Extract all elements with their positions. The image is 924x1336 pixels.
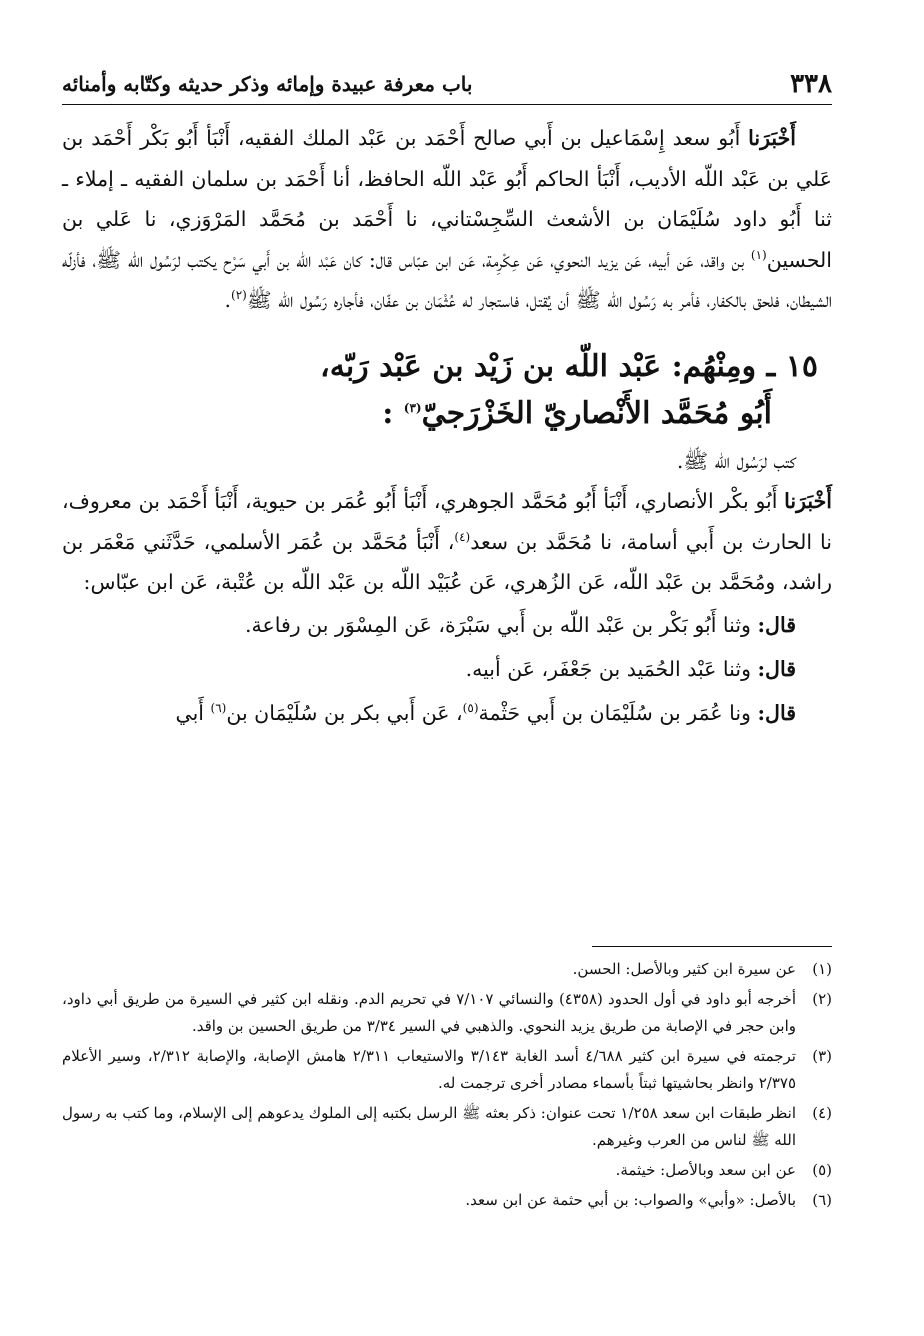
footnotes (62, 956, 832, 1217)
footnote-text: أخرجه أبو داود في أول الحدود (٤٣٥٨) والنسائي ٧/١٠٧ في تحريم الدم. ونقله ابن كثير في السيرة من طريق أبي داود، وابن حجر في الإصابة من طريق يزيد النحوي. والذهبي في السير ٣/٣٤ من طريق الحسين بن واقد. (62, 990, 796, 1035)
footnote-text: ترجمته في سيرة ابن كثير ٤/٦٨٨ أسد الغابة ٣/١٤٣ والاستيعاب ٢/٣١١ هامش الإصابة، والإصابة ٢/٣١٢، وسير الأعلام ٢/٣٧٥ وانظر بحاشيتها ثبتاً بأسماء مصادر أخرى ترجمت له. (62, 1047, 796, 1092)
paragraph-hadith-2 (62, 481, 832, 603)
narration-lead: أَخْبَرَنا (748, 126, 796, 150)
footnote-text: بالأصل: «وأبي» والصواب: بن أبي حثمة عن ابن سعد. (465, 1191, 796, 1209)
qala-label: قال: (757, 700, 796, 725)
paragraph-text: بن واقد، عَن أبيه، عَن يزيد النحوي، عَن عِكْرِمة، عَن ابن عبّاس قال: كان عَبْد اللّه بن أَبي سَرْح يكتب لرَسُول الله ﷺ، فأزلّه الشيطان، فلحق بالكفار، فأمر به رَسُول الله ﷺ أن يُقتل، فاستجار له عُثْمَان بن عفّان، فأجاره رَسُول الله ﷺ (62, 247, 832, 312)
footnote-number: (١) (812, 960, 832, 978)
paragraph-text: أَبُو بكْر الأنصاري، أَنْبَأ أَبُو مُحَمَّد الجوهري، أَنْبَأ أَبُو عُمَر بن حيوية، أَنْبَأ أَحْمَد بن معروف، نا الحارث بن أَبي أسامة، نا مُحَمَّد بن سعد (62, 489, 832, 554)
chain-text: وثنا عَبْد الحُمَيد بن جَعْفَر، عَن أبيه. (465, 656, 758, 681)
footnote-ref-1[interactable]: (١) (750, 247, 767, 262)
paragraph-end: . (224, 288, 231, 312)
footnote-number: (٤) (812, 1104, 832, 1122)
chain-text: ، عَن أَبي بكر بن سُلَيْمَان بن (226, 700, 463, 725)
footnote (62, 1043, 832, 1097)
chain-text: وثنا أَبُو بَكْر بن عَبْد اللّه بن أَبي سَبْرَة، عَن المِسْوَر بن رفاعة. (244, 612, 758, 637)
entry-heading-line2 (62, 390, 818, 437)
chain-text: أَبي (175, 700, 211, 725)
footnote (62, 1100, 832, 1154)
footnote-number: (٢) (812, 990, 832, 1008)
footnote-ref-3[interactable]: (٣) (403, 400, 422, 415)
page-header (62, 62, 832, 106)
footnote-text: انظر طبقات ابن سعد ١/٢٥٨ تحت عنوان: ذكر بعثه ﷺ الرسل بكتبه إلى الملوك يدعوهم إلى الإسلام، وما كتب به رسول الله ﷺ لناس من العرب وغيرهم. (62, 1104, 796, 1149)
page-number: ٣٣٨ (790, 69, 832, 99)
footnote-number: (٣) (812, 1047, 832, 1065)
footnote-ref-4[interactable]: (٤) (454, 529, 471, 544)
narration-lead: أَخْبَرَنا (784, 489, 832, 513)
entry-heading-end: : (382, 395, 404, 431)
footnote-number: (٦) (812, 1191, 832, 1209)
chain-line-2 (62, 647, 832, 691)
entry-heading (62, 343, 832, 437)
footnote-text: عن سيرة ابن كثير وبالأصل: الحسن. (572, 960, 796, 978)
footnote-ref-2[interactable]: (٢) (231, 288, 247, 303)
paragraph-text: أَبُو سعد إِسْمَاعيل بن أَبي صالح أَحْمَد بن عَبْد الملك الفقيه، أَنْبَأ أَبُو بَكْر أَحْمَد بن عَلي بن عَبْد اللّه الأديب، أَنْبَأ الحاكم أَبُو عَبْد اللّه الحافظ، أنا أَحْمَد بن سلمان الفقيه ـ إملاء ـ ثنا أَبُو داود سُلَيْمَان بن الأشعث السِّجِسْتاني، نا أَحْمَد بن مُحَمَّد المَرْوَزي، نا عَلي بن الحسين (62, 126, 832, 272)
footnote-text: عن ابن سعد وبالأصل: خيثمة. (615, 1161, 796, 1179)
chain-line-3 (62, 691, 832, 735)
footnote (62, 986, 832, 1040)
footnote (62, 1157, 832, 1184)
entry-heading-name: أَبُو مُحَمَّد الأَنْصاريّ الخَزْرَجيّ (421, 395, 772, 431)
main-text (62, 118, 832, 735)
footnote (62, 1187, 832, 1214)
qala-label: قال: (757, 612, 796, 637)
footnote-ref-5[interactable]: (٥) (462, 700, 479, 715)
header-rule (62, 104, 832, 105)
paragraph-hadith-1 (62, 118, 832, 321)
entry-heading-line1: ١٥ ـ ومِنْهُم: عَبْد اللّه بن زَيْد بن عَبْد رَبّه، (320, 348, 818, 384)
footnote-rule (592, 946, 832, 947)
chain-line-1 (62, 603, 832, 647)
running-title: باب معرفة عبيدة وإمائه وذكر حديثه وكتّابه وأمنائه (62, 72, 473, 96)
paragraph-note: كتب لرَسُول الله ﷺ. (676, 448, 796, 473)
footnote-number: (٥) (812, 1161, 832, 1179)
chain-text: ونا عُمَر بن سُلَيْمَان بن أَبي حَثْمة (478, 700, 758, 725)
qala-label: قال: (757, 656, 796, 681)
paragraph-text: ، أَنْبَأ مُحَمَّد بن عُمَر الأسلمي، حَدَّثَني مَعْمَر بن راشد، ومُحَمَّد بن عَبْد اللّه، عَن الزُهري، عَن عُبَيْد اللّه بن عَبْد اللّه بن عُتْبة، عَن ابن عبّاس: (62, 529, 832, 594)
footnote-ref-6[interactable]: (٦) (210, 700, 227, 715)
footnote (62, 956, 832, 983)
